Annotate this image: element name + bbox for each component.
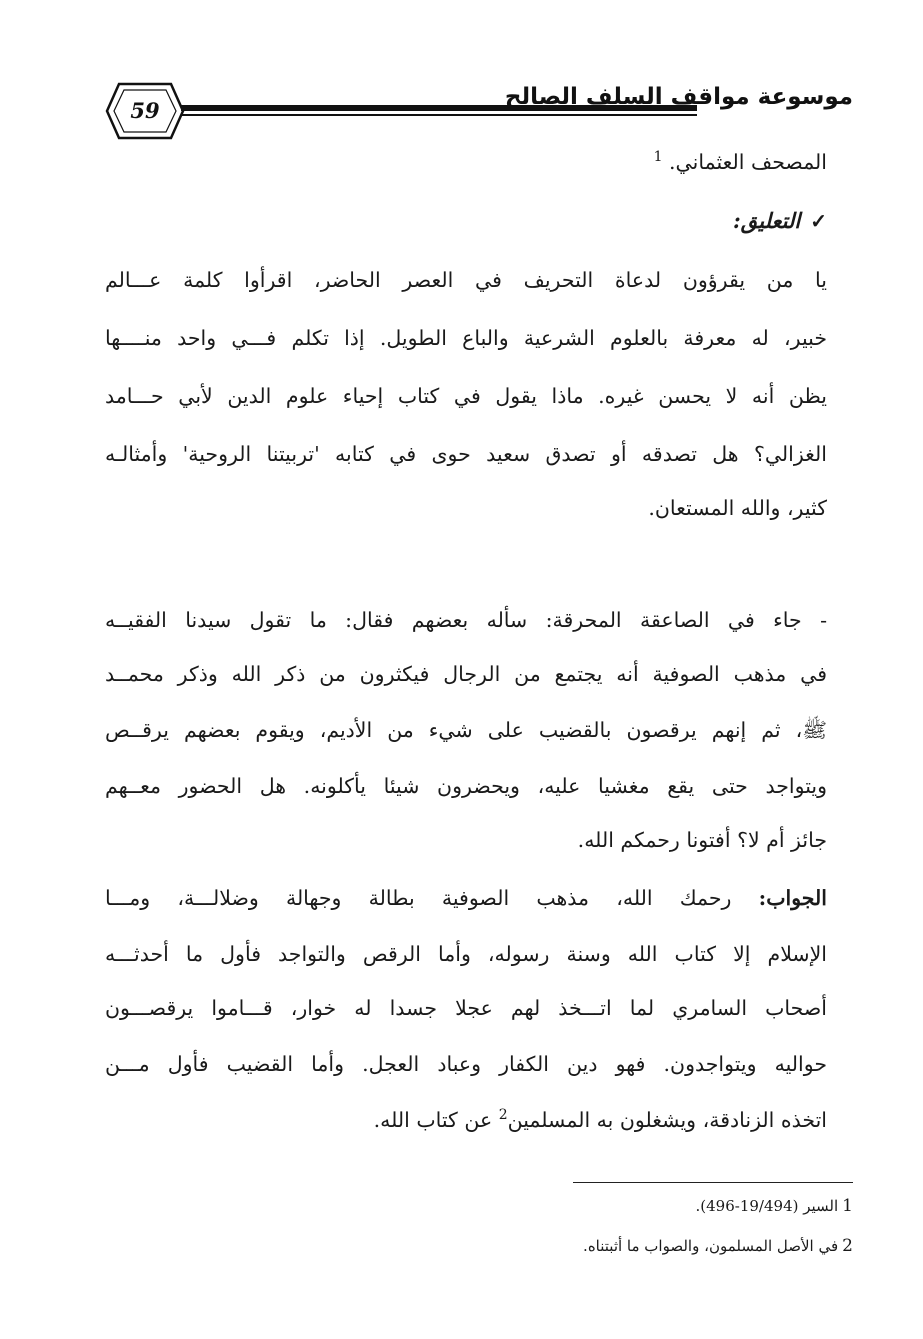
answer-last-line-start: اتخذه الزنادقة، ويشغلون به المسلمين bbox=[507, 1108, 827, 1132]
answer-first-line-text: رحمك الله، مذهب الصوفية بطالة وجهالة وضلالـــة، ومـــا bbox=[105, 886, 732, 910]
footnote-1 bbox=[696, 1196, 854, 1216]
commentary-line: يظن أنه لا يحسن غيره. ماذا يقول في كتاب إحياء علوم الدين لأبي حـــامد bbox=[105, 384, 827, 408]
commentary-line: كثير، والله المستعان. bbox=[648, 496, 827, 520]
book-title: موسوعة مواقف السلف الصالح bbox=[504, 84, 853, 110]
footnote-number: 2 bbox=[842, 1236, 853, 1256]
footnote-text: السير (19/494-496). bbox=[695, 1197, 839, 1215]
answer-line bbox=[105, 886, 827, 910]
page-header bbox=[105, 78, 853, 144]
footnote-ref-1: 1 bbox=[653, 149, 663, 166]
intro-text: المصحف العثماني. bbox=[669, 150, 827, 174]
page-number: 59 bbox=[130, 98, 160, 123]
footnote-2 bbox=[583, 1236, 853, 1256]
question-line: ﷺ، ثم إنهم يرقصون بالقضيب على شيء من الأديم، ويقوم بعضهم يرقــص bbox=[105, 718, 827, 742]
commentary-line: يا من يقرؤون لدعاة التحريف في العصر الحاضر، اقرأوا كلمة عـــالم bbox=[105, 268, 827, 292]
check-mark-icon: ✓ bbox=[810, 209, 827, 233]
footnote-text: في الأصل المسلمون، والصواب ما أثبتناه. bbox=[583, 1237, 839, 1255]
footnote-ref-2: 2 bbox=[498, 1107, 508, 1124]
question-line: - جاء في الصاعقة المحرقة: سأله بعضهم فقال: ما تقول سيدنا الفقيــه bbox=[105, 608, 827, 632]
commentary-heading-text: التعليق: bbox=[732, 208, 801, 233]
footnote-number: 1 bbox=[842, 1196, 853, 1216]
answer-line: أصحاب السامري لما اتـــخذ لهم عجلا جسدا له خوار، قـــاموا يرقصـــون bbox=[105, 996, 827, 1020]
page-number-badge bbox=[105, 80, 185, 142]
question-line: في مذهب الصوفية أنه يجتمع من الرجال فيكثرون من ذكر الله وذكر محمــد bbox=[105, 662, 827, 686]
commentary-line: خبير، له معرفة بالعلوم الشرعية والباع الطويل. إذا تكلم فـــي واحد منــــها bbox=[105, 326, 827, 350]
question-line: ويتواجد حتى يقع مغشيا عليه، ويحضرون شيئا يأكلونه. هل الحضور معــهم bbox=[105, 774, 827, 798]
answer-label: الجواب: bbox=[758, 886, 827, 910]
answer-last-line-end: عن كتاب الله. bbox=[373, 1108, 499, 1132]
answer-line bbox=[374, 1108, 827, 1132]
commentary-heading bbox=[733, 208, 827, 233]
footnote-separator bbox=[573, 1182, 853, 1183]
answer-line: الإسلام إلا كتاب الله وسنة رسوله، وأما الرقص والتواجد فأول ما أحدثـــه bbox=[105, 942, 827, 966]
answer-line: حواليه ويتواجدون. فهو دين الكفار وعباد العجل. وأما القضيب فأول مـــن bbox=[105, 1052, 827, 1076]
question-line: جائز أم لا؟ أفتونا رحمكم الله. bbox=[577, 828, 827, 852]
intro-line bbox=[654, 150, 827, 174]
commentary-line: الغزالي؟ هل تصدقه أو تصدق سعيد حوى في كتابه 'تربيتنا الروحية' وأمثالـه bbox=[105, 442, 827, 466]
